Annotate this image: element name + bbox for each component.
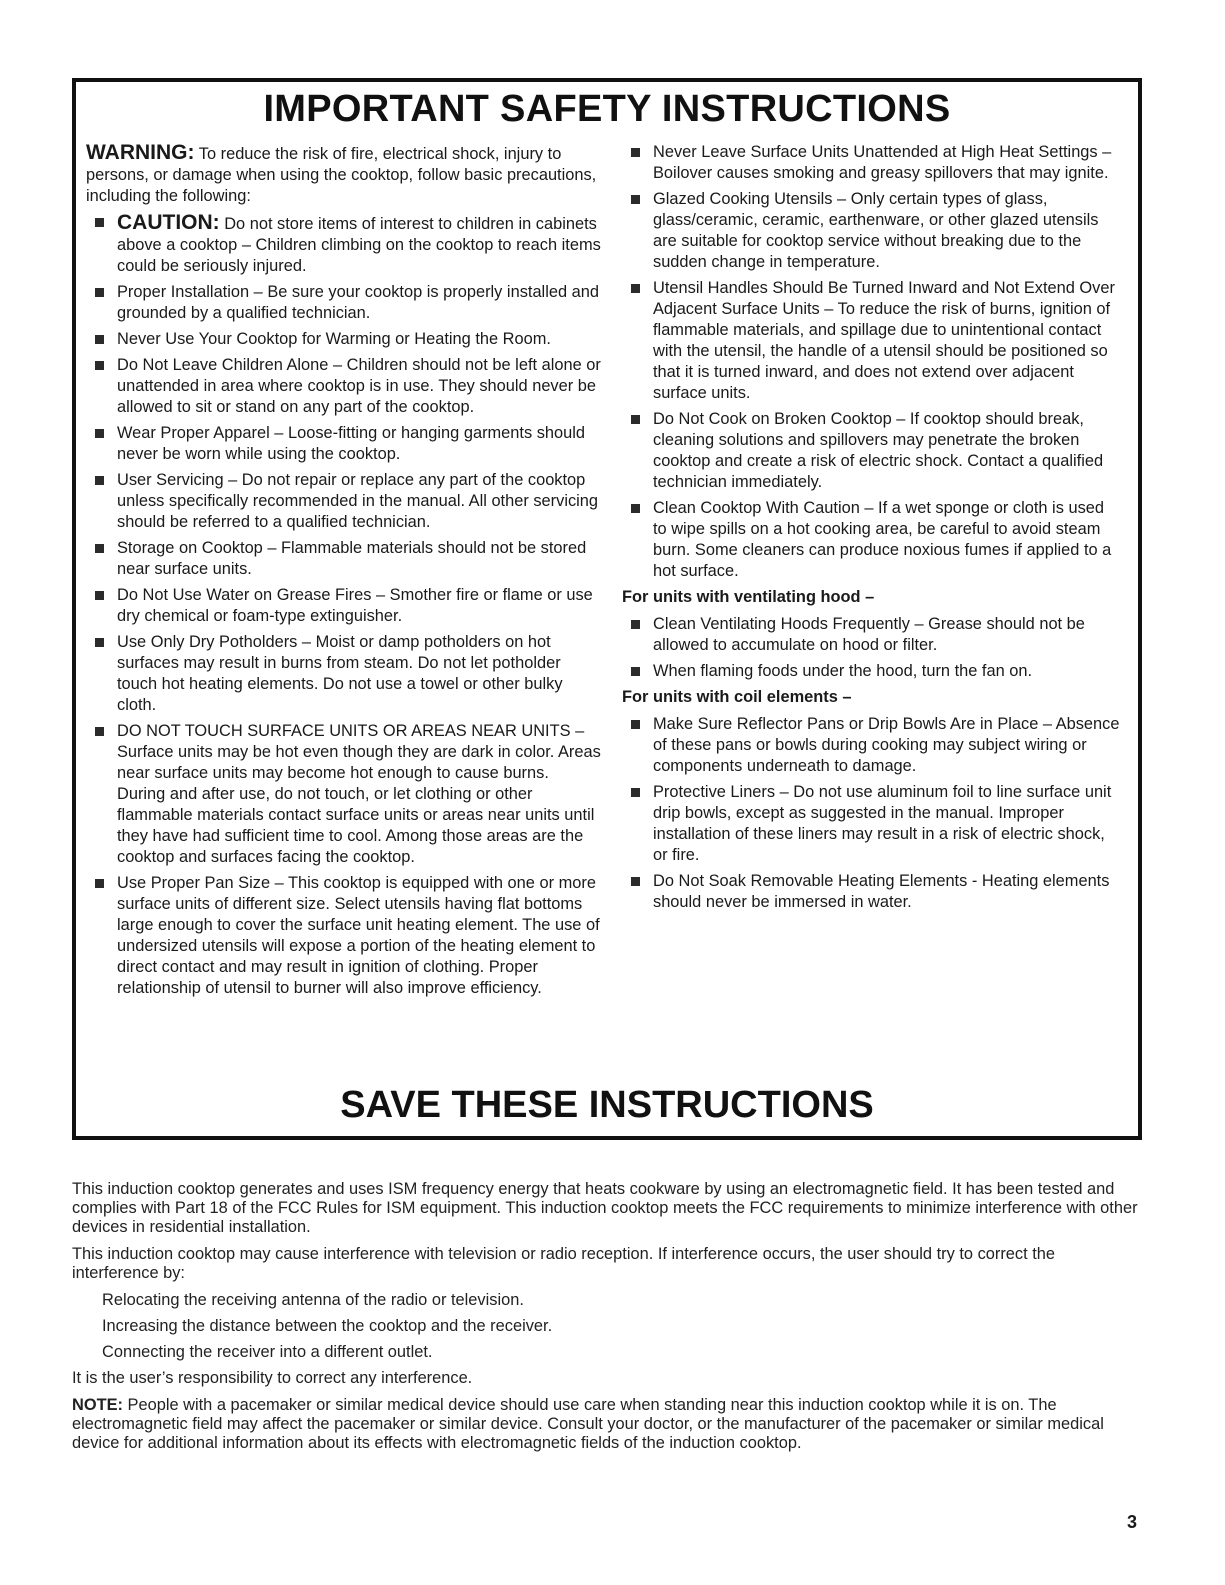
square-bullet-icon [631,504,640,513]
list-item [86,423,601,465]
caution-text: Do not store items of interest to children in cabinets above a cooktop – Children climbing on the cooktop to reach items could be seriously injured. [117,215,601,275]
fcc-paragraph-1: This induction cooktop generates and uses ISM frequency energy that heats cookware by using an electromagnetic field. It has been tested and complies with Part 18 of the FCC Rules for ISM equipment. This induction cooktop meets the FCC requirements to minimize interference with other devices in residential installation. [72,1180,1138,1236]
list-item [86,355,601,418]
list-item-text: Use Proper Pan Size – This cooktop is equipped with one or more surface units of different size. Select utensils having flat bottoms large enough to cover the surface unit heating element. The use of undersized utensils will expose a portion of the heating element to direct contact and may result in ignition of clothing. Proper relationship of utensil to burner will also improve efficiency. [117,874,600,997]
list-item [622,189,1122,273]
list-item [622,614,1122,656]
fcc-step: Connecting the receiver into a different outlet. [102,1343,433,1361]
list-item [86,721,601,868]
square-bullet-icon [95,476,104,485]
warning-label: WARNING: [86,141,195,164]
list-item [86,538,601,580]
square-bullet-icon [95,544,104,553]
list-item-text: Never Leave Surface Units Unattended at High Heat Settings – Boilover causes smoking and greasy spillovers that may ignite. [653,143,1112,182]
coil-heading: For units with coil elements – [622,688,852,706]
safety-instructions-box [72,78,1142,1140]
square-bullet-icon [95,879,104,888]
page-title: IMPORTANT SAFETY INSTRUCTIONS [263,88,951,130]
list-item [86,282,601,324]
square-bullet-icon [631,788,640,797]
note-label: NOTE: [72,1396,123,1414]
square-bullet-icon [95,361,104,370]
fcc-notice [72,1180,1142,1461]
list-item-text: Glazed Cooking Utensils – Only certain types of glass, glass/ceramic, ceramic, earthenware, or other glazed utensils are suitable for cooktop service without breaking due to the sudden change in temperature. [653,190,1099,271]
list-item [622,871,1122,913]
list-item-text: Use Only Dry Potholders – Moist or damp potholders on hot surfaces may result in burns from steam. Do not let potholder touch hot heating elements. Do not use a towel or other bulky cloth. [117,633,563,714]
save-instructions-title: SAVE THESE INSTRUCTIONS [340,1084,874,1126]
square-bullet-icon [631,720,640,729]
square-bullet-icon [95,727,104,736]
square-bullet-icon [95,591,104,600]
square-bullet-icon [631,415,640,424]
list-item-text: Do Not Leave Children Alone – Children should not be left alone or unattended in area where cooktop is in use. They should never be allowed to sit or stand on any part of the cooktop. [117,356,601,416]
note-paragraph [72,1396,1142,1453]
left-column [86,142,601,1004]
square-bullet-icon [631,667,640,676]
list-item-text: Storage on Cooktop – Flammable materials should not be stored near surface units. [117,539,587,578]
list-item-text: User Servicing – Do not repair or replace any part of the cooktop unless specifically recommended in the manual. All other servicing should be referred to a qualified technician. [117,471,599,531]
square-bullet-icon [631,284,640,293]
caution-label: CAUTION: [117,211,220,234]
fcc-step: Relocating the receiving antenna of the radio or television. [102,1291,524,1309]
square-bullet-icon [95,429,104,438]
square-bullet-icon [631,195,640,204]
list-item-text: Do Not Use Water on Grease Fires – Smother fire or flame or use dry chemical or foam-type extinguisher. [117,586,593,625]
right-column [622,142,1122,918]
fcc-step: Increasing the distance between the cooktop and the receiver. [102,1317,553,1335]
list-item [86,329,601,350]
square-bullet-icon [631,148,640,157]
square-bullet-icon [95,638,104,647]
square-bullet-icon [95,288,104,297]
list-item-text: Clean Ventilating Hoods Frequently – Grease should not be allowed to accumulate on hood or filter. [653,615,1085,654]
list-item-text: When flaming foods under the hood, turn the fan on. [653,662,1033,680]
square-bullet-icon [631,877,640,886]
list-item [622,782,1122,866]
list-item-text: Proper Installation – Be sure your cooktop is properly installed and grounded by a qualified technician. [117,283,599,322]
fcc-paragraph-2: This induction cooktop may cause interference with television or radio reception. If interference occurs, the user should try to correct the interference by: [72,1245,1056,1282]
list-item-caution [86,212,601,277]
list-item [86,585,601,627]
list-item-text: Clean Cooktop With Caution – If a wet sponge or cloth is used to wipe spills on a hot cooking area, be careful to avoid steam burn. Some cleaners can produce noxious fumes if applied to a hot surface. [653,499,1112,580]
list-item-text: Never Use Your Cooktop for Warming or Heating the Room. [117,330,551,348]
fcc-paragraph-3: It is the user’s responsibility to correct any interference. [72,1369,473,1387]
list-item-text: Do Not Soak Removable Heating Elements - Heating elements should never be immersed in water. [653,872,1110,911]
list-item [622,661,1122,682]
list-item [86,632,601,716]
square-bullet-icon [631,620,640,629]
list-item [622,714,1122,777]
list-item-text: Wear Proper Apparel – Loose-fitting or hanging garments should never be worn while using the cooktop. [117,424,586,463]
page-number: 3 [1127,1512,1138,1532]
note-text: People with a pacemaker or similar medical device should use care when standing near this induction cooktop while it is on. The electromagnetic field may affect the pacemaker or similar device. Consult your doctor, or the manufacturer of the pacemaker or similar medical device for additional information about its effects with electromagnetic fields of the induction cooktop. [72,1396,1104,1452]
warning-text: To reduce the risk of fire, electrical shock, injury to persons, or damage when using the cooktop, follow basic precautions, including the following: [86,145,597,205]
list-item-text: Do Not Cook on Broken Cooktop – If cooktop should break, cleaning solutions and spillovers may penetrate the broken cooktop and create a risk of electric shock. Contact a qualified technician immediately. [653,410,1104,491]
square-bullet-icon [95,335,104,344]
list-item [622,278,1122,404]
list-item [622,409,1122,493]
warning-paragraph [86,142,601,207]
list-item-text: DO NOT TOUCH SURFACE UNITS OR AREAS NEAR UNITS – Surface units may be hot even though they are dark in color. Areas near surface units may become hot enough to cause burns. During and after use, do not touch, or let clothing or other flammable materials contact surface units or areas near units until they have had sufficient time to cool. Among those areas are the cooktop and surfaces facing the cooktop. [117,722,601,866]
list-item-text: Utensil Handles Should Be Turned Inward and Not Extend Over Adjacent Surface Units – To reduce the risk of burns, ignition of flammable materials, and spillage due to unintentional contact with the utensil, the handle of a utensil should be positioned so that it is turned inward, and does not extend over adjacent surface units. [653,279,1115,402]
list-item [86,873,601,999]
list-item [622,498,1122,582]
square-bullet-icon [95,218,104,227]
list-item-text: Protective Liners – Do not use aluminum foil to line surface unit drip bowls, except as suggested in the manual. Improper installation of these liners may result in a risk of electric shock, or fire. [653,783,1112,864]
list-item-text: Make Sure Reflector Pans or Drip Bowls Are in Place – Absence of these pans or bowls during cooking may subject wiring or components underneath to damage. [653,715,1120,775]
list-item [622,142,1122,184]
hood-heading: For units with ventilating hood – [622,588,875,606]
list-item [86,470,601,533]
